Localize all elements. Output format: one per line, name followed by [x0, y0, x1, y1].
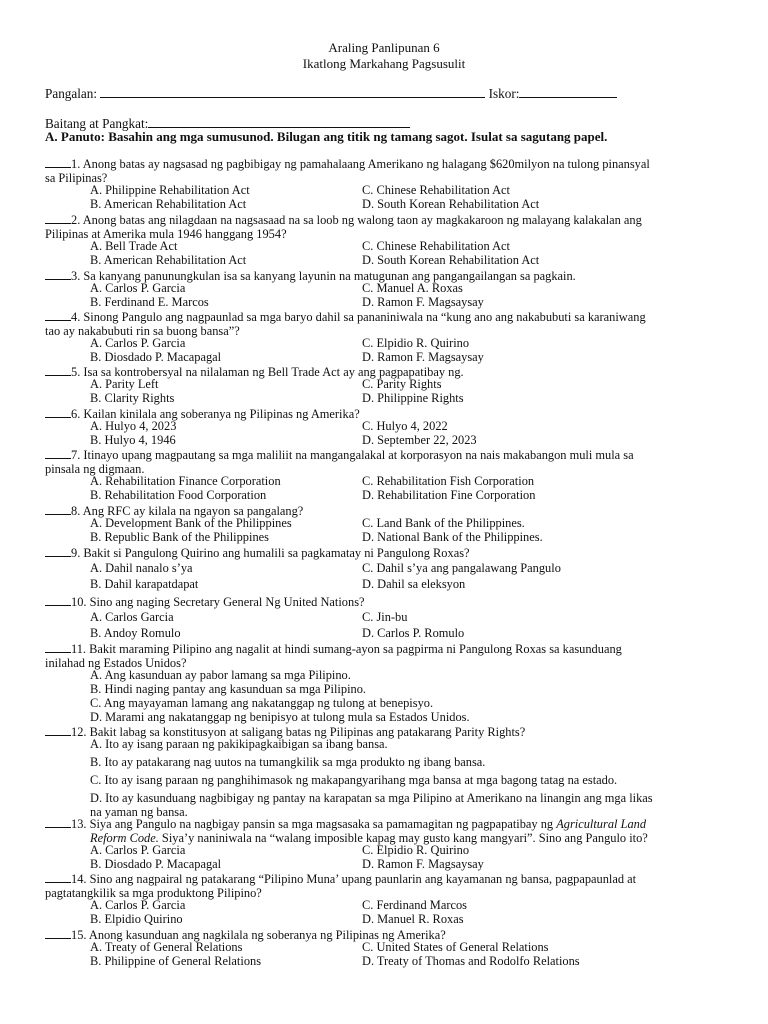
- option-b[interactable]: B. Elpidio Quirino: [90, 911, 183, 926]
- option-d[interactable]: D. Philippine Rights: [362, 390, 464, 405]
- option-d[interactable]: D. National Bank of the Philippines.: [362, 529, 543, 544]
- question-text: 8. Ang RFC ay kilala na ngayon sa pangalang?: [71, 504, 304, 518]
- directions: A. Panuto: Basahin ang mga sumusunod. Bilugan ang titik ng tamang sagot. Isulat sa sagutang papel.: [45, 129, 608, 144]
- options-6: [90, 420, 730, 448]
- name-blank[interactable]: [100, 85, 485, 98]
- answer-blank[interactable]: [45, 724, 71, 736]
- option-c[interactable]: C. Dahil s’ya ang pangalawang Pangulo: [362, 561, 561, 575]
- option-c[interactable]: C. Elpidio R. Quirino: [362, 336, 470, 350]
- option-c[interactable]: C. Ferdinand Marcos: [362, 898, 467, 912]
- question-14: [45, 871, 725, 901]
- question-text: 7. Itinayo upang magpautang sa mga maliliit na mangangalakal at korporasyon na nais makabangon muli mula sa: [71, 448, 634, 462]
- question-1: [45, 156, 725, 186]
- options-14: [90, 899, 730, 927]
- option-b[interactable]: B. Clarity Rights: [90, 390, 175, 405]
- option-c[interactable]: C. Chinese Rehabilitation Act: [362, 183, 510, 197]
- option-b[interactable]: B. Ferdinand E. Marcos: [90, 294, 209, 309]
- option-d-cont: na yaman ng bansa.: [90, 804, 188, 819]
- question-7: [45, 447, 725, 477]
- name-score-line: [45, 85, 617, 101]
- question-text: 1. Anong batas ay nagsasad ng pagbibigay ng pamahalaang Amerikano ng halagang $620milyon na tulong pinansyal: [71, 157, 650, 171]
- option-d[interactable]: D. Carlos P. Romulo: [362, 626, 465, 640]
- option-c[interactable]: C. Ito ay isang paraan ng panghihimasok ng makapangyarihang mga bansa at mga bagong tatag na estado.: [90, 772, 618, 787]
- option-d[interactable]: D. Ito ay kasunduang nagbibigay ng pantay na karapatan sa mga Pilipino at Amerikano na linangin ang mga likas: [90, 790, 653, 805]
- question-text-cont: Pilipinas at Amerika mula 1946 hanggang 1954?: [45, 226, 287, 241]
- option-a[interactable]: A. Carlos Garcia: [90, 610, 174, 624]
- options-7: [90, 475, 730, 503]
- question-text-cont: sa Pilipinas?: [45, 170, 108, 185]
- option-b[interactable]: B. Andoy Romulo: [90, 626, 181, 640]
- answer-blank[interactable]: [45, 212, 71, 224]
- option-a[interactable]: A. Treaty of General Relations: [90, 940, 243, 954]
- question-text: 11. Bakit maraming Pilipino ang nagalit at hindi sumang-ayon sa pagpirma ni Pangulong Roxas sa kasunduang: [71, 642, 622, 656]
- question-13: [45, 816, 725, 846]
- answer-blank[interactable]: [45, 871, 71, 883]
- question-text: 5. Isa sa kontrobersyal na nilalaman ng Bell Trade Act ay ang pagpapatibay ng.: [71, 365, 464, 379]
- question-text: 14. Sino ang nagpairal ng patakarang “Pilipino Muna’ upang paunlarin ang kayamanan ng bansa, pagpapaunlad at: [71, 872, 637, 886]
- option-d[interactable]: D. Ramon F. Magsaysay: [362, 349, 484, 364]
- options-9: [90, 561, 730, 592]
- option-a[interactable]: A. Carlos P. Garcia: [90, 336, 186, 350]
- options-5: [90, 378, 730, 406]
- answer-blank[interactable]: [45, 927, 71, 939]
- answer-blank[interactable]: [45, 545, 71, 557]
- answer-blank[interactable]: [45, 406, 71, 418]
- question-text-cont: pinsala ng digmaan.: [45, 461, 145, 476]
- question-text-italic: Agricultural Land: [556, 817, 647, 831]
- option-a[interactable]: A. Parity Left: [90, 377, 159, 391]
- option-c[interactable]: C. Elpidio R. Quirino: [362, 843, 470, 857]
- question-text-cont: tao ay nakabubuti rin sa buong bansa”?: [45, 323, 240, 338]
- option-d[interactable]: D. Ramon F. Magsaysay: [362, 856, 484, 871]
- option-c[interactable]: C. Manuel A. Roxas: [362, 281, 463, 295]
- option-b[interactable]: B. Hindi naging pantay ang kasunduan sa mga Pilipino.: [90, 681, 367, 696]
- option-d[interactable]: D. Treaty of Thomas and Rodolfo Relations: [362, 953, 580, 968]
- options-11: [90, 669, 730, 725]
- answer-blank[interactable]: [45, 503, 71, 515]
- option-d[interactable]: D. Dahil sa eleksyon: [362, 576, 466, 591]
- grade-blank[interactable]: [148, 115, 410, 128]
- options-2: [90, 240, 730, 268]
- question-text-cont: Siya’y naniniwala na “walang imposible kapag may gusto kang mangyari”. Sino ang Pangulo ito?: [158, 830, 648, 845]
- option-b[interactable]: B. Hulyo 4, 1946: [90, 432, 176, 447]
- option-c[interactable]: C. Hulyo 4, 2022: [362, 419, 448, 433]
- answer-blank[interactable]: [45, 268, 71, 280]
- answer-blank[interactable]: [45, 594, 71, 606]
- option-b[interactable]: B. Diosdado P. Macapagal: [90, 856, 222, 871]
- answer-blank[interactable]: [45, 309, 71, 321]
- option-b[interactable]: B. Diosdado P. Macapagal: [90, 349, 222, 364]
- question-text: 13. Siya ang Pangulo na nagbigay pansin sa mga magsasaka sa pamamagitan ng pagpapatibay ng: [71, 817, 554, 831]
- answer-blank[interactable]: [45, 641, 71, 653]
- option-a[interactable]: A. Development Bank of the Philippines: [90, 516, 292, 530]
- options-13: [90, 844, 730, 872]
- option-c[interactable]: C. Chinese Rehabilitation Act: [362, 239, 510, 253]
- grade-label: Baitang at Pangkat:: [45, 116, 149, 131]
- option-b[interactable]: B. American Rehabilitation Act: [90, 196, 247, 211]
- option-a[interactable]: A. Carlos P. Garcia: [90, 843, 186, 857]
- question-11: [45, 641, 725, 671]
- question-text-cont: pagtatangkilik sa mga produktong Pilipino?: [45, 885, 262, 900]
- question-text: 10. Sino ang naging Secretary General Ng United Nations?: [71, 595, 365, 609]
- question-9: [45, 545, 725, 561]
- option-a[interactable]: A. Dahil nanalo s’ya: [90, 561, 193, 575]
- options-15: [90, 941, 730, 969]
- option-b[interactable]: B. Rehabilitation Food Corporation: [90, 487, 267, 502]
- option-a[interactable]: A. Carlos P. Garcia: [90, 281, 186, 295]
- exam-header: [0, 40, 768, 71]
- exam-title: Ikatlong Markahang Pagsusulit: [302, 55, 466, 71]
- option-a[interactable]: A. Philippine Rehabilitation Act: [90, 183, 250, 197]
- option-d[interactable]: D. South Korean Rehabilitation Act: [362, 252, 540, 267]
- score-blank[interactable]: [519, 85, 617, 98]
- name-label: Pangalan:: [45, 86, 98, 101]
- option-c[interactable]: C. Parity Rights: [362, 377, 442, 391]
- question-text-cont: inilahad ng Estados Unidos?: [45, 655, 187, 670]
- options-8: [90, 517, 730, 545]
- option-c[interactable]: C. Jin-bu: [362, 610, 408, 624]
- option-b[interactable]: B. American Rehabilitation Act: [90, 252, 247, 267]
- question-text: 9. Bakit si Pangulong Quirino ang humalili sa pagkamatay ni Pangulong Roxas?: [71, 546, 470, 560]
- option-a[interactable]: A. Ito ay isang paraan ng pakikipagkaibigan sa ibang bansa.: [90, 737, 388, 751]
- option-a[interactable]: A. Ang kasunduan ay pabor lamang sa mga Pilipino.: [90, 668, 351, 682]
- option-c[interactable]: C. United States of General Relations: [362, 940, 549, 954]
- answer-blank[interactable]: [45, 364, 71, 376]
- options-1: [90, 184, 730, 212]
- score-label: Iskor:: [488, 86, 520, 101]
- option-b[interactable]: B. Dahil karapatdapat: [90, 576, 199, 591]
- option-d[interactable]: D. September 22, 2023: [362, 432, 477, 447]
- question-text: 6. Kailan kinilala ang soberanya ng Pilipinas ng Amerika?: [71, 407, 360, 421]
- question-text-italic-cont: Reform Code.: [90, 830, 159, 845]
- answer-blank[interactable]: [45, 156, 71, 168]
- option-a[interactable]: A. Hulyo 4, 2023: [90, 419, 177, 433]
- options-3: [90, 282, 730, 310]
- option-d[interactable]: D. South Korean Rehabilitation Act: [362, 196, 540, 211]
- question-text: 4. Sinong Pangulo ang nagpaunlad sa mga baryo dahil sa pananiniwala na “kung ano ang nakabubuti sa karaniwang: [71, 310, 646, 324]
- options-12: [90, 738, 730, 820]
- question-4: [45, 309, 725, 339]
- option-d[interactable]: D. Ramon F. Magsaysay: [362, 294, 484, 309]
- option-b[interactable]: B. Philippine of General Relations: [90, 953, 262, 968]
- option-a[interactable]: A. Carlos P. Garcia: [90, 898, 186, 912]
- option-c[interactable]: C. Rehabilitation Fish Corporation: [362, 474, 535, 488]
- option-b[interactable]: B. Ito ay patakarang nag uutos na tumangkilik sa mga produkto ng ibang bansa.: [90, 754, 486, 769]
- options-4: [90, 337, 730, 365]
- question-text: 15. Anong kasunduan ang nagkilala ng soberanya ng Pilipinas ng Amerika?: [71, 928, 446, 942]
- option-c[interactable]: C. Land Bank of the Philippines.: [362, 516, 525, 530]
- question-text: 2. Anong batas ang nilagdaan na nagsasaad na sa loob ng walong taon ay magkakaroon ng malayang kalakalan ang: [71, 213, 642, 227]
- option-a[interactable]: A. Bell Trade Act: [90, 239, 178, 253]
- answer-blank[interactable]: [45, 447, 71, 459]
- option-b[interactable]: B. Republic Bank of the Philippines: [90, 529, 269, 544]
- question-2: [45, 212, 725, 242]
- question-text: 3. Sa kanyang panunungkulan isa sa kanyang layunin na matugunan ang pangangailangan sa pagkain.: [71, 269, 576, 283]
- answer-blank[interactable]: [45, 816, 71, 828]
- option-a[interactable]: A. Rehabilitation Finance Corporation: [90, 474, 281, 488]
- option-d[interactable]: D. Manuel R. Roxas: [362, 911, 464, 926]
- option-c[interactable]: C. Ang mayayaman lamang ang nakatanggap ng tulong at benepisyo.: [90, 695, 434, 710]
- question-10: [45, 594, 725, 610]
- option-d[interactable]: D. Marami ang nakatanggap ng benipisyo at tulong mula sa Estados Unidos.: [90, 709, 470, 724]
- question-text: 12. Bakit labag sa konstitusyon at saligang batas ng Pilipinas ang patakarang Parity Rights?: [71, 725, 526, 739]
- options-10: [90, 609, 730, 641]
- subject-title: Araling Panlipunan 6: [328, 40, 440, 55]
- option-d[interactable]: D. Rehabilitation Fine Corporation: [362, 487, 536, 502]
